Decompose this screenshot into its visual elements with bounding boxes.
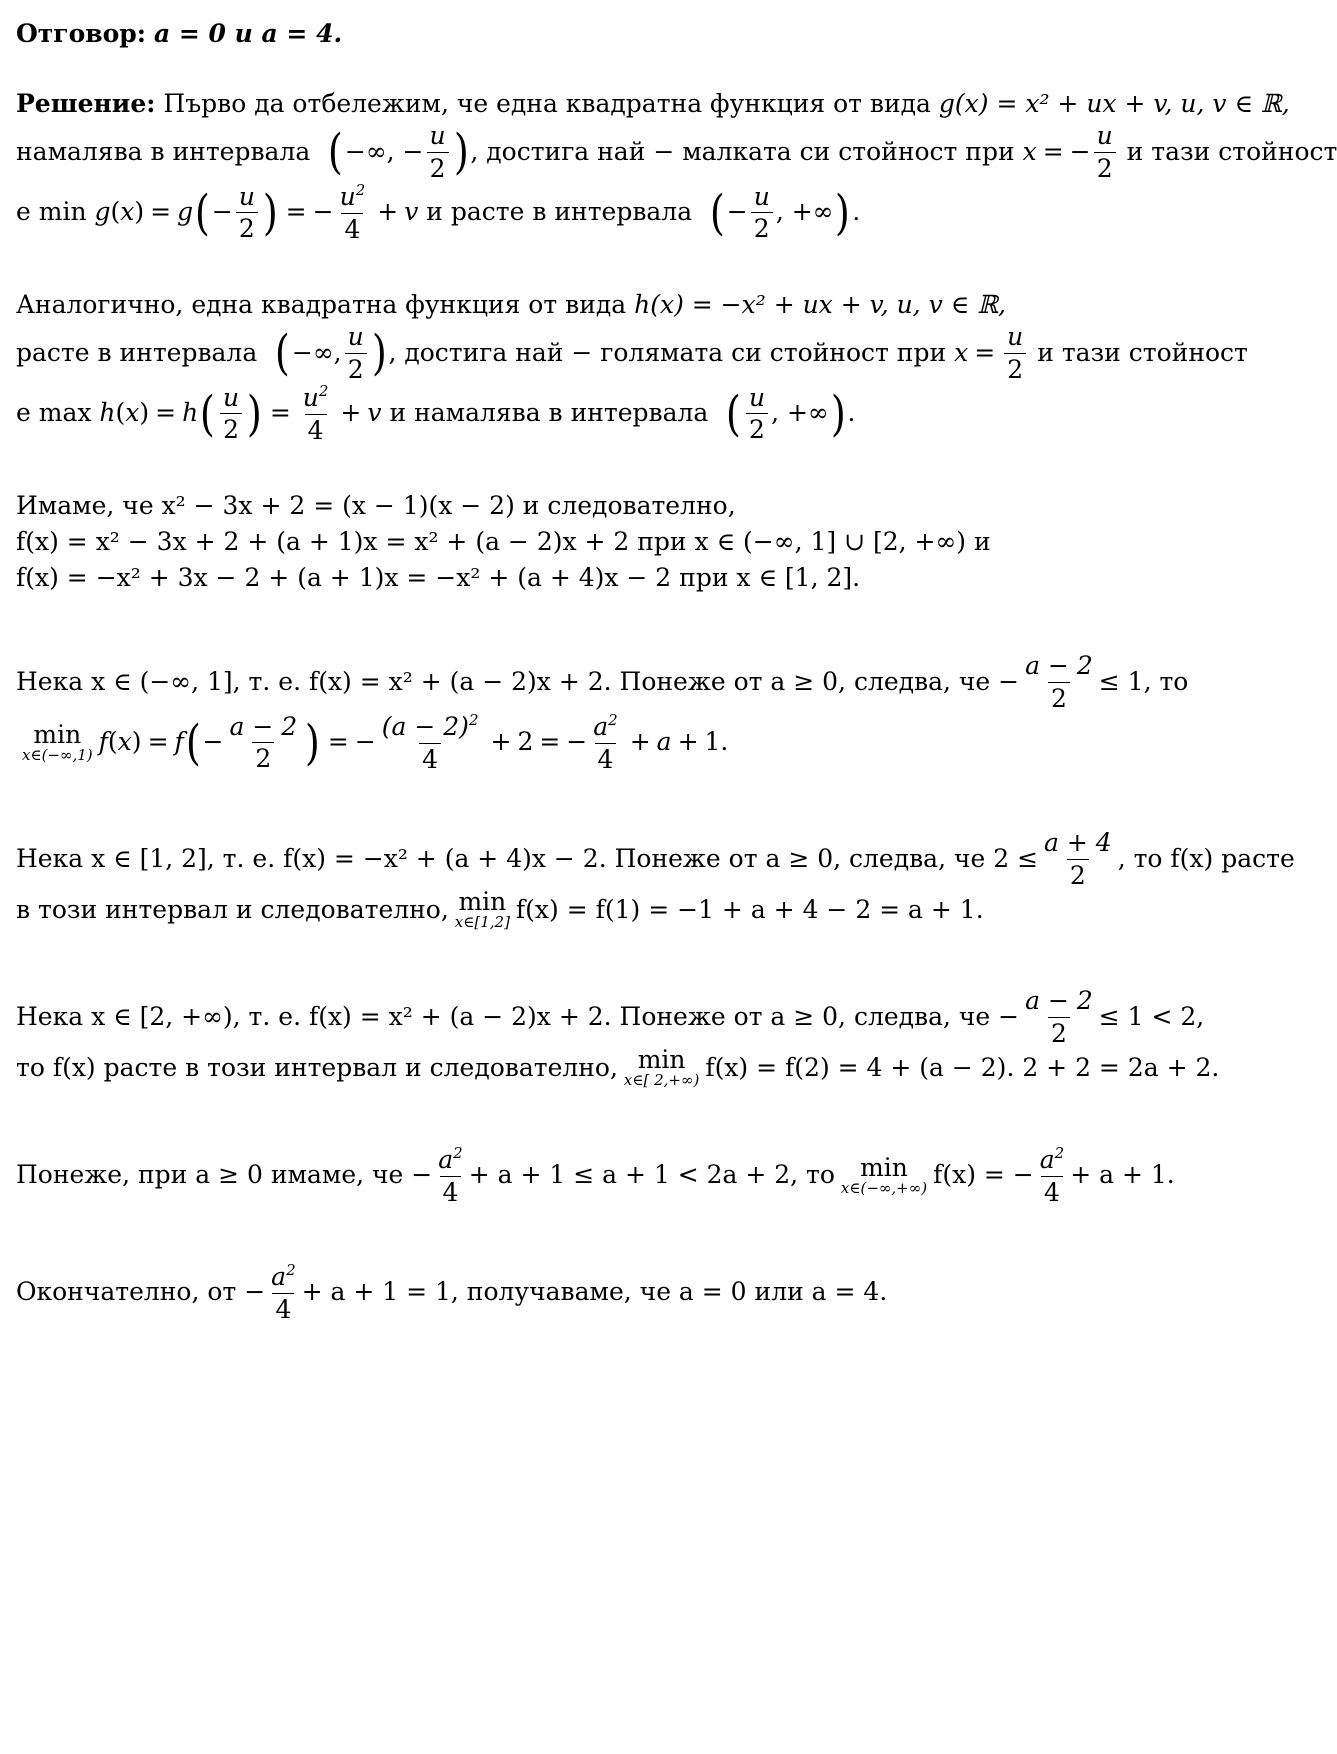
p2-line-3: е max h ( x ) = h ( $\frac{u}{2}$ ) = $\frac{u^2}{4}$ + v и намалява в интервала ( $\frac{u}{2}$ , +∞ ) . [16,382,856,445]
p4-line-1: Нека x ∈ (−∞, 1], т. е. f(x) = x² + (a − 2)x + 2. Понеже от a ≥ 0, следва, че − $\frac{a - 2}{2}$ ≤ 1, то [16,651,1189,713]
p5-line-1: Нека x ∈ [1, 2], т. е. f(x) = −x² + (a + 4)x − 2. Понеже от a ≥ 0, следва, че 2 ≤ $\frac{a + 4}{2}$ , то f(x) расте [16,828,1295,890]
p2-l2-text-c: и тази стойност [1037,337,1248,367]
p2-math: h(x) = −x² + ux + v, u, v ∈ ℝ, [634,289,1006,319]
p1-l2-text-c: и тази стойност [1126,136,1337,166]
p1-line-3: е min g ( x ) = g ( − $\frac{u}{2}$ ) = − $\frac{u^2}{4}$ + v и расте в интервала ( − $\frac{u}{2}$ , +∞ ) . [16,181,861,244]
min-operator: min x∈(−∞,1) [22,719,93,764]
p1-l3-text-b: и расте в интервала [426,197,693,227]
p2-l2-text-a: расте в интервала [16,337,258,367]
answer-line [16,16,1222,52]
fraction-u-over-2: $\frac{u}{2}$ [1094,122,1116,182]
p3-line-3: f(x) = −x² + 3x − 2 + (a + 1)x = −x² + (a + 4)x − 2 при x ∈ [1, 2]. [16,562,861,592]
answer-label: Отговор: [16,18,147,48]
min-operator: min x∈[1,2] [454,887,510,932]
left-paren: ( [328,124,344,180]
solution-label: Решение: [16,88,156,118]
p1-text: Първо да отбележим, че една квадратна функция от вида [163,88,931,118]
p1-l3-text-a: е [16,197,31,227]
p5-line-2: в този интервал и следователно, min x∈[1,2] f(x) = f(1) = −1 + a + 4 − 2 = a + 1. [16,887,984,932]
p1-line-2: намалява в интервала ( −∞, − $\frac{u}{2}$ ) , достига най − малката си стойност при x = − $\frac{u}{2}$ и тази стойност [16,121,1337,183]
min-operator: min x∈[ 2,+∞) [623,1045,700,1090]
p6-line-2: то f(x) расте в този интервал и следователно, min x∈[ 2,+∞) f(x) = f(2) = 4 + (a − 2). 2 + 2 = 2a + 2. [16,1045,1220,1090]
p1-math: g(x) = x² + ux + v, u, v ∈ ℝ, [938,88,1290,118]
right-paren: ) [453,124,469,180]
p4-line-2: min x∈(−∞,1) f ( x ) = f ( − $\frac{a - 2}{2}$ ) = − $\frac{(a - 2)^2}{4}$ + 2 = − $\frac{a^2}{4}$ + a + 1. [22,711,729,774]
p7-line: Понеже, при a ≥ 0 имаме, че − $\frac{a^2}{4}$ + a + 1 ≤ a + 1 < 2a + 2, то min x∈(−∞,+∞) f(x) = − $\frac{a^2}{4}$ + a + 1. [16,1144,1175,1207]
p3-line-1: Имаме, че x² − 3x + 2 = (x − 1)(x − 2) и следователно, [16,490,736,520]
p2-l3-text-b: и намалява в интервала [389,398,709,428]
p1-l2-text-b: , достига най − малката си стойност при [470,136,1015,166]
p2-l2-text-b: , достига най − голямата си стойност при [388,337,947,367]
p2-l3-text-a: е [16,398,31,428]
p8-line: Окончателно, от − $\frac{a^2}{4}$ + a + 1 = 1, получаваме, че a = 0 или a = 4. [16,1261,888,1324]
answer-text: a = 0 и a = 4. [153,18,343,48]
p1-l2-text-a: намалява в интервала [16,136,311,166]
p3-line-2: f(x) = x² − 3x + 2 + (a + 1)x = x² + (a − 2)x + 2 при x ∈ (−∞, 1] ∪ [2, +∞) и [16,526,991,556]
solution-line-1 [16,86,1290,122]
p2-text: Аналогично, една квадратна функция от вида [16,289,627,319]
p6-line-1: Нека x ∈ [2, +∞), т. е. f(x) = x² + (a − 2)x + 2. Понеже от a ≥ 0, следва, че − $\frac{a - 2}{2}$ ≤ 1 < 2, [16,986,1205,1048]
p2-line-1 [16,287,1222,323]
min-operator: min x∈(−∞,+∞) [840,1152,928,1197]
p2-line-2: расте в интервала ( −∞, $\frac{u}{2}$ ) , достига най − голямата си стойност при x = $\frac{u}{2}$ и тази стойност [16,322,1248,384]
fraction-u-over-2: $\frac{u}{2}$ [427,122,449,182]
